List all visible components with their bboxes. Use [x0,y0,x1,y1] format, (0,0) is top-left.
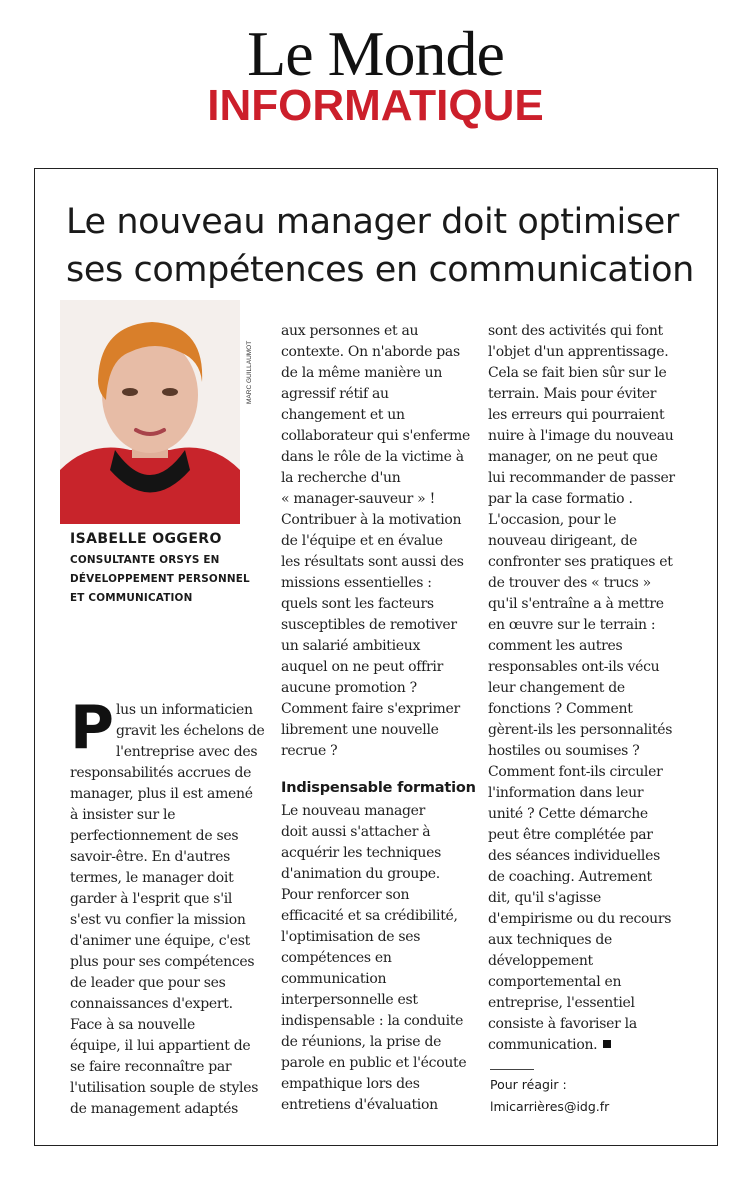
text-line: interpersonnelle est [281,992,418,1008]
text-line: contexte. On n'aborde pas [281,344,460,360]
text-line: acquérir les techniques [281,845,441,861]
article-headline [66,198,694,294]
text-line: doit aussi s'attacher à [281,824,431,840]
text-line: dit, qu'il s'agisse [488,890,601,906]
text-line: Contribuer à la motivation [281,512,462,528]
author-photo [60,300,240,524]
text-line: d'animer une équipe, c'est [70,933,250,949]
text-line: les erreurs qui pourraient [488,407,665,423]
text-line: l'optimisation de ses [281,929,421,945]
text-line: gravit les échelons de [116,723,265,739]
text-line: parole en public et l'écoute [281,1055,467,1071]
body-column-2 [281,321,473,762]
react-label: Pour réagir : [490,1077,567,1092]
masthead-logo [0,0,751,165]
text-line: l'objet d'un apprentissage. [488,344,669,360]
text-line: lui recommander de passer [488,470,675,486]
subheading: Indispensable formation [281,780,476,796]
text-line: qu'il s'entraîne a à mettre [488,596,664,612]
text-line: garder à l'esprit que s'il [70,891,233,907]
text-line: termes, le manager doit [70,870,234,886]
headline-line2: ses compétences en communication [66,250,694,290]
text-line: compétences en [281,950,392,966]
author-name: ISABELLE OGGERO [70,531,222,547]
body-column-2-continued [281,801,473,1116]
text-line: par la case formatio . [488,491,633,507]
text-line: aux personnes et au [281,323,419,339]
text-line: indispensable : la conduite [281,1013,464,1029]
portrait-image [60,300,240,524]
text-line: perfectionnement de ses [70,828,239,844]
body-column-3 [488,321,688,1056]
text-line: se faire reconnaître par [70,1059,232,1075]
text-line: de trouver des « trucs » [488,575,651,591]
text-line: peut être complétée par [488,827,653,843]
text-line: Comment font-ils circuler [488,764,663,780]
text-line: connaissances d'expert. [70,996,233,1012]
text-line: Pour renforcer son [281,887,410,903]
text-line: la recherche d'un [281,470,401,486]
photo-credit: MARC GUILLAUMOT [246,340,253,404]
text-line: des séances individuelles [488,848,660,864]
text-line: quels sont les facteurs [281,596,434,612]
text-line: dans le rôle de la victime à [281,449,464,465]
text-line: terrain. Mais pour éviter [488,386,657,402]
text-line: manager, plus il est amené [70,786,253,802]
text-line: l'information dans leur [488,785,644,801]
text-line: plus pour ses compétences [70,954,255,970]
text-line: savoir-être. En d'autres [70,849,231,865]
text-line: nuire à l'image du nouveau [488,428,674,444]
text-line: de la même manière un [281,365,443,381]
text-line: responsables ont-ils vécu [488,659,660,675]
text-line: unité ? Cette démarche [488,806,648,822]
react-divider [490,1069,534,1070]
text-line: aucune promotion ? [281,680,417,696]
text-line: missions essentielles : [281,575,432,591]
masthead-line1: Le Monde [247,18,504,89]
text-line: auquel on ne peut offrir [281,659,443,675]
text-line: manager, on ne peut que [488,449,658,465]
text-line: responsabilités accrues de [70,765,252,781]
text-line: communication [281,971,387,987]
text-line: communication. [488,1035,688,1056]
text-line: un salarié ambitieux [281,638,421,654]
text-line: « manager-sauveur » ! [281,491,435,507]
masthead-line2: INFORMATIQUE [207,81,544,130]
text-line: de leader que pour ses [70,975,226,991]
text-line: comportemental en [488,974,622,990]
text-line: équipe, il lui appartient de [70,1038,251,1054]
text-line: de management adaptés [70,1101,238,1117]
author-role-line: CONSULTANTE ORSYS EN [70,554,220,566]
author-role [70,551,260,608]
text-line: l'utilisation souple de styles [70,1080,259,1096]
text-line: s'est vu confier la mission [70,912,246,928]
text-line: d'empirisme ou du recours [488,911,672,927]
text-line: comment les autres [488,638,623,654]
text-line: sont des activités qui font [488,323,663,339]
body-column-1 [70,693,265,1120]
text-line: Le nouveau manager [281,803,426,819]
headline-line1: Le nouveau manager doit optimiser [66,202,679,242]
text-line: entretiens d'évaluation [281,1097,438,1113]
text-line: hostiles ou soumises ? [488,743,640,759]
text-line: Cela se fait bien sûr sur le [488,365,667,381]
text-line: confronter ses pratiques et [488,554,673,570]
author-role-line: ET COMMUNICATION [70,592,193,604]
text-line: développement [488,953,593,969]
end-mark-icon [603,1040,611,1048]
text-line: de l'équipe et en évalue [281,533,443,549]
text-line: lus un informaticien [116,702,253,718]
react-block [490,1074,609,1118]
text-line: consiste à favoriser la [488,1016,637,1032]
text-line: L'occasion, pour le [488,512,617,528]
text-line: les résultats sont aussi des [281,554,464,570]
text-line: à insister sur le [70,807,176,823]
text-line: aux techniques de [488,932,613,948]
drop-cap: P [70,693,114,763]
text-line: recrue ? [281,743,338,759]
text-line: collaborateur qui s'enferme [281,428,470,444]
text-line: susceptibles de remotiver [281,617,457,633]
text-line: Face à sa nouvelle [70,1017,195,1033]
text-line: empathique lors des [281,1076,420,1092]
text-line: changement et un [281,407,405,423]
react-email-link[interactable]: lmicarrières@idg.fr [490,1099,610,1114]
text-line: fonctions ? Comment [488,701,633,717]
text-line: de réunions, la prise de [281,1034,442,1050]
text-line: agressif rétif au [281,386,389,402]
text-line: de coaching. Autrement [488,869,652,885]
text-line: entreprise, l'essentiel [488,995,635,1011]
author-block [70,530,260,608]
text-line: librement une nouvelle [281,722,439,738]
text-line: gèrent-ils les personnalités [488,722,673,738]
text-line: leur changement de [488,680,625,696]
author-role-line: DÉVELOPPEMENT PERSONNEL [70,573,250,585]
text-line: en œuvre sur le terrain : [488,617,656,633]
text-line: efficacité et sa crédibilité, [281,908,458,924]
text-line: Comment faire s'exprimer [281,701,460,717]
text-line: d'animation du groupe. [281,866,440,882]
text-line: nouveau dirigeant, de [488,533,638,549]
text-line: l'entreprise avec des [116,744,258,760]
